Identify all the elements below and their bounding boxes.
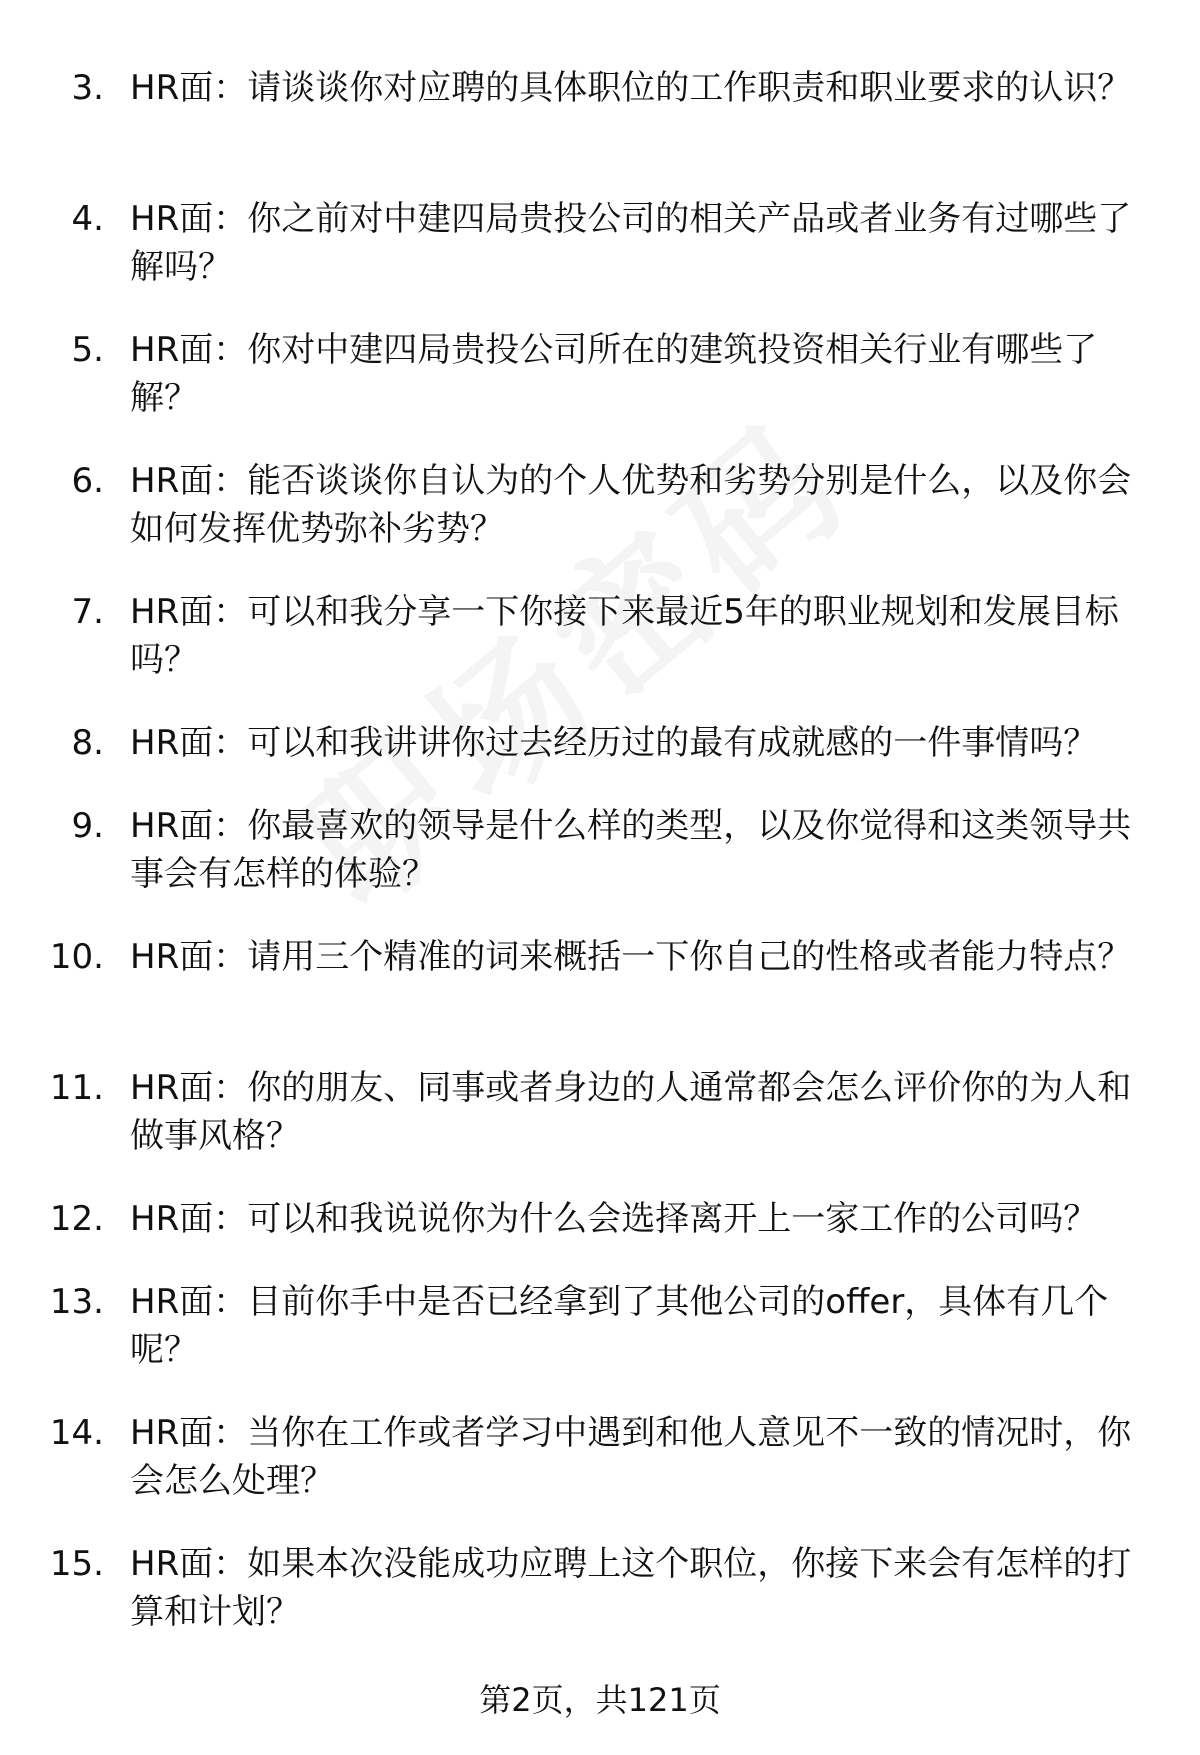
list-item bbox=[0, 588, 1200, 719]
list-item bbox=[0, 326, 1200, 457]
item-text: HR面：你最喜欢的领导是什么样的类型，以及你觉得和这类领导共事会有怎样的体验？ bbox=[130, 806, 1132, 894]
list-item bbox=[0, 1540, 1200, 1671]
item-text: HR面：请用三个精准的词来概括一下你自己的性格或者能力特点？ bbox=[130, 937, 1132, 977]
list-item bbox=[0, 1409, 1200, 1540]
item-number: 11. bbox=[49, 1068, 104, 1108]
item-text: HR面：当你在工作或者学习中遇到和他人意见不一致的情况时，你会怎么处理？ bbox=[130, 1413, 1132, 1501]
list-item bbox=[0, 1064, 1200, 1195]
item-number: 12. bbox=[49, 1199, 104, 1239]
item-text: HR面：你的朋友、同事或者身边的人通常都会怎么评价你的为人和做事风格？ bbox=[130, 1068, 1132, 1156]
item-number: 13. bbox=[49, 1282, 104, 1322]
item-number: 10. bbox=[49, 937, 104, 977]
item-text: HR面：可以和我说说你为什么会选择离开上一家工作的公司吗？ bbox=[130, 1199, 1098, 1239]
list-item bbox=[0, 195, 1200, 326]
list-item bbox=[0, 802, 1200, 933]
item-number: 4. bbox=[71, 199, 104, 239]
page-number-footer: 第2页，共121页 bbox=[479, 1681, 721, 1719]
item-text: HR面：可以和我分享一下你接下来最近5年的职业规划和发展目标吗？ bbox=[130, 592, 1119, 680]
list-item bbox=[0, 64, 1200, 195]
list-item bbox=[0, 719, 1200, 802]
item-text: HR面：如果本次没能成功应聘上这个职位，你接下来会有怎样的打算和计划？ bbox=[130, 1544, 1132, 1632]
list-item bbox=[0, 1195, 1200, 1278]
question-list bbox=[0, 64, 1200, 1671]
item-number: 6. bbox=[71, 461, 104, 501]
item-text: HR面：目前你手中是否已经拿到了其他公司的offer，具体有几个呢？ bbox=[130, 1282, 1109, 1370]
list-item bbox=[0, 457, 1200, 588]
list-item bbox=[0, 1278, 1200, 1409]
item-text: HR面：请谈谈你对应聘的具体职位的工作职责和职业要求的认识？ bbox=[130, 68, 1132, 108]
item-number: 15. bbox=[49, 1544, 104, 1584]
item-number: 7. bbox=[71, 592, 104, 632]
item-number: 14. bbox=[49, 1413, 104, 1453]
item-text: HR面：你之前对中建四局贵投公司的相关产品或者业务有过哪些了解吗？ bbox=[130, 199, 1132, 287]
item-number: 3. bbox=[71, 68, 104, 108]
item-text: HR面：可以和我讲讲你过去经历过的最有成就感的一件事情吗？ bbox=[130, 723, 1098, 763]
item-text: HR面：能否谈谈你自认为的个人优势和劣势分别是什么，以及你会如何发挥优势弥补劣势？ bbox=[130, 461, 1132, 549]
list-item bbox=[0, 933, 1200, 1064]
item-number: 9. bbox=[71, 806, 104, 846]
item-number: 5. bbox=[71, 330, 104, 370]
item-text: HR面：你对中建四局贵投公司所在的建筑投资相关行业有哪些了解？ bbox=[130, 330, 1098, 418]
item-number: 8. bbox=[71, 723, 104, 763]
